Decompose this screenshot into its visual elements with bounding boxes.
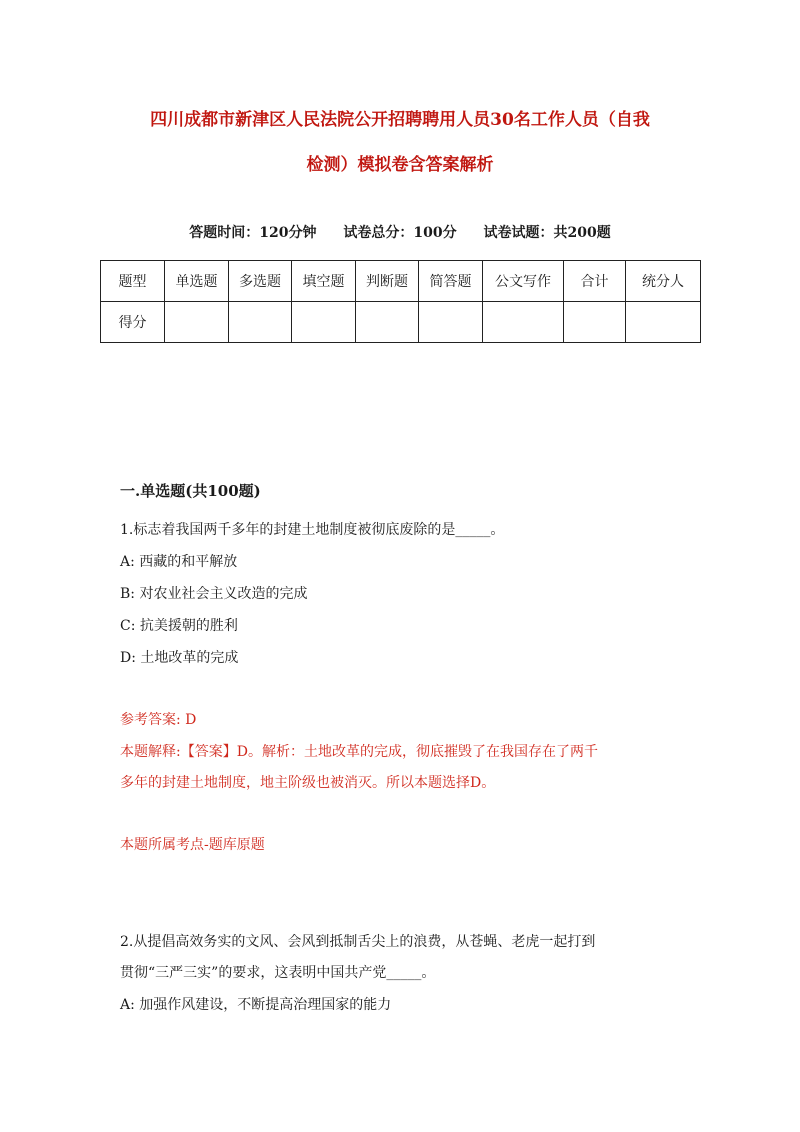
score-table-header-row — [101, 261, 701, 302]
score-cell[interactable] — [165, 302, 229, 343]
exam-total-score: 试卷总分：100分 — [343, 225, 457, 241]
header-cell: 多选题 — [229, 261, 292, 302]
question-1-stem: 1.标志着我国两千多年的封建土地制度被彻底废除的是_____。 — [120, 522, 505, 538]
exam-meta — [0, 222, 800, 242]
header-cell: 公文写作 — [483, 261, 564, 302]
header-cell: 统分人 — [626, 261, 701, 302]
question-1-option-c: C: 抗美援朝的胜利 — [120, 618, 238, 634]
score-table-score-row — [101, 302, 701, 343]
title-line-2: 检测）模拟卷含答案解析 — [306, 155, 494, 175]
title-line-1: 四川成都市新津区人民法院公开招聘聘用人员30名工作人员（自我 — [150, 110, 650, 130]
header-cell: 简答题 — [419, 261, 483, 302]
section-heading: 一.单选题(共100题) — [120, 482, 261, 500]
question-2-option-a: A: 加强作风建设，不断提高治理国家的能力 — [120, 997, 392, 1013]
question-2-stem-line-1: 2.从提倡高效务实的文风、会风到抵制舌尖上的浪费，从苍蝇、老虎一起打到 — [120, 934, 596, 950]
score-cell[interactable] — [356, 302, 419, 343]
question-1-explanation-line-2: 多年的封建土地制度，地主阶级也被消灭。所以本题选择D。 — [120, 775, 496, 791]
question-1-answer: 参考答案: D — [120, 712, 197, 728]
document-title — [100, 98, 700, 188]
question-1-explanation-line-1: 本题解释:【答案】D。解析：土地改革的完成，彻底摧毁了在我国存在了两千 — [120, 744, 598, 760]
score-row-label: 得分 — [101, 302, 165, 343]
score-cell[interactable] — [564, 302, 626, 343]
score-table — [100, 260, 701, 343]
header-cell: 填空题 — [292, 261, 356, 302]
header-cell: 判断题 — [356, 261, 419, 302]
question-1-option-d: D: 土地改革的完成 — [120, 650, 239, 666]
question-1-option-b: B: 对农业社会主义改造的完成 — [120, 586, 308, 602]
score-cell[interactable] — [483, 302, 564, 343]
score-cell[interactable] — [292, 302, 356, 343]
exam-question-count: 试卷试题：共200题 — [483, 225, 611, 241]
exam-time: 答题时间：120分钟 — [189, 225, 317, 241]
question-2-stem-line-2: 贯彻“三严三实”的要求，这表明中国共产党_____。 — [120, 965, 436, 981]
header-cell: 单选题 — [165, 261, 229, 302]
question-1-source: 本题所属考点-题库原题 — [120, 837, 265, 853]
score-cell[interactable] — [229, 302, 292, 343]
question-1-option-a: A: 西藏的和平解放 — [120, 554, 238, 570]
score-cell[interactable] — [626, 302, 701, 343]
header-cell: 合计 — [564, 261, 626, 302]
header-cell: 题型 — [101, 261, 165, 302]
score-cell[interactable] — [419, 302, 483, 343]
